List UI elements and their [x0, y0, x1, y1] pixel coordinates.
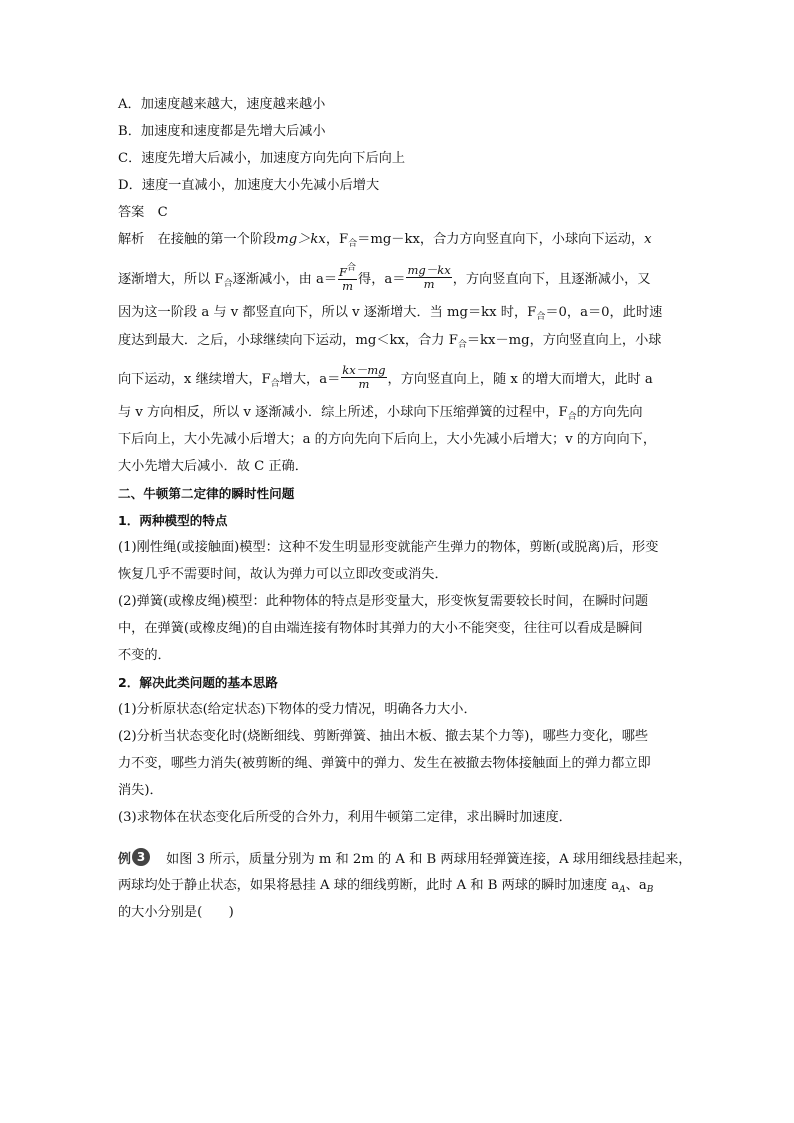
analysis-text: ，方向竖直向下，且逐渐减小，又 — [452, 272, 651, 287]
step-2-line-1: (2)分析当状态变化时(烧断细线、剪断弹簧、抽出木板、撤去某个力等)，哪些力变化，哪些 — [118, 729, 649, 744]
subscript: 合 — [457, 340, 467, 350]
fraction — [406, 264, 451, 291]
analysis-line-5 — [118, 363, 653, 393]
paragraph-spring-1: (2)弹簧(或橡皮绳)模型：此种物体的特点是形变量大，形变恢复需要较长时间，在瞬时问题 — [118, 594, 649, 609]
analysis-text: ，合力方向竖直向下，小球向下运动， — [419, 232, 645, 247]
step-2-line-2: 力不变，哪些力消失(被剪断的绳、弹簧中的弹力、发生在被撤去物体接触面上的弹力都立即 — [118, 756, 651, 771]
subscript: 合 — [536, 312, 546, 322]
analysis-text: 与 v 方向相反，所以 v 逐渐减小．综上所述，小球向下压缩弹簧的过程中，F — [118, 405, 568, 420]
subscript: 合 — [223, 279, 233, 289]
option-b: B．加速度和速度都是先增大后减小 — [118, 124, 326, 139]
analysis-line-1 — [118, 231, 652, 253]
example-text: 、a — [625, 878, 647, 893]
subscript: A — [619, 885, 626, 895]
fraction-numerator: F — [339, 265, 348, 279]
fraction-denominator: m — [358, 377, 370, 391]
analysis-line-7: 下后向上，大小先减小后增大；a 的方向先向下后向上，大小先减小后增大；v 的方向向下， — [118, 432, 657, 447]
example-text: 两球均处于静止状态，如果将悬挂 A 球的细线剪断，此时 A 和 B 两球的瞬时加速度 a — [118, 878, 620, 893]
fraction — [338, 262, 357, 293]
analysis-text: 逐渐减小，由 a＝ — [232, 272, 338, 287]
analysis-text: 的方向先向 — [576, 405, 643, 420]
subscript: 合 — [348, 239, 358, 249]
fraction-numerator: kx－mg — [342, 363, 386, 377]
analysis-text: 在接触的第一个阶段 — [157, 232, 277, 247]
example-text: 如图 3 所示，质量分别为 m 和 2m 的 A 和 B 两球用轻弹簧连接，A 球用细线悬挂起来， — [166, 852, 692, 867]
analysis-line-2 — [118, 264, 651, 295]
analysis-text: ，F — [325, 232, 349, 247]
analysis-text: 逐渐增大，所以 F — [118, 272, 224, 287]
answer-line — [118, 204, 168, 222]
example-line-3: 的大小分别是( ) — [118, 905, 234, 920]
example-line-2 — [118, 877, 653, 899]
superscript: 合 — [347, 263, 357, 273]
fraction-denominator: m — [423, 277, 435, 291]
subsection-heading-2: 2．解决此类问题的基本思路 — [118, 675, 278, 690]
paragraph-spring-3: 不变的． — [118, 648, 171, 663]
analysis-text: 因为这一阶段 a 与 v 都竖直向下，所以 v 逐渐增大．当 mg＝kx 时，F — [118, 305, 537, 320]
analysis-text: ，方向竖直向上，随 x 的增大而增大，此时 a — [387, 372, 653, 387]
fraction-denominator: m — [342, 279, 353, 293]
analysis-text: 度达到最大．之后，小球继续向下运动，mg＜kx，合力 F — [118, 333, 458, 348]
example-label: 例 — [118, 852, 132, 867]
answer-value: C — [157, 205, 168, 220]
analysis-line-8: 大小先增大后减小．故 C 正确． — [118, 459, 308, 474]
analysis-text: 增大，a＝ — [279, 372, 341, 387]
analysis-label: 解析 — [118, 232, 145, 247]
analysis-text: ＝0，a＝0，此时速 — [545, 305, 663, 320]
subsection-heading-1: 1．两种模型的特点 — [118, 513, 228, 528]
subscript: 合 — [567, 412, 577, 422]
paragraph-spring-2: 中，在弹簧(或橡皮绳)的自由端连接有物体时其弹力的大小不能突变，往往可以看成是瞬间 — [118, 621, 643, 636]
option-a: A．加速度越来越大，速度越来越小 — [118, 97, 326, 112]
section-title: 二、牛顿第二定律的瞬时性问题 — [118, 486, 295, 501]
paragraph-rigid-1: (1)刚性绳(或接触面)模型：这种不发生明显形变就能产生弹力的物体，剪断(或脱离)后，形变 — [118, 540, 659, 555]
subscript: B — [646, 885, 654, 895]
analysis-line-4 — [118, 332, 661, 354]
option-c: C．速度先增大后减小，加速度方向先向下后向上 — [118, 151, 406, 166]
analysis-line-3 — [118, 304, 662, 326]
analysis-text: 向下运动，x 继续增大，F — [118, 372, 271, 387]
paragraph-rigid-2: 恢复几乎不需要时间，故认为弹力可以立即改变或消失． — [118, 567, 448, 582]
formula: mg＞kx — [276, 232, 326, 247]
analysis-line-6 — [118, 404, 643, 426]
example-line-1 — [118, 850, 691, 869]
formula: ＝mg－kx — [357, 232, 420, 247]
fraction — [341, 364, 386, 391]
analysis-text: 得，a＝ — [358, 272, 406, 287]
example-number-badge: 3 — [132, 848, 150, 866]
analysis-text: ＝kx－mg，方向竖直向上，小球 — [466, 333, 662, 348]
fraction-numerator: mg－kx — [407, 263, 451, 277]
answer-label: 答案 — [118, 205, 145, 220]
step-1: (1)分析原状态(给定状态)下物体的受力情况，明确各力大小． — [118, 702, 477, 717]
option-d: D．速度一直减小，加速度大小先减小后增大 — [118, 178, 380, 193]
formula: x — [644, 232, 652, 247]
step-2-line-3: 消失)． — [118, 783, 163, 798]
step-3: (3)求物体在状态变化后所受的合外力，利用牛顿第二定律，求出瞬时加速度． — [118, 810, 572, 825]
subscript: 合 — [270, 379, 280, 389]
